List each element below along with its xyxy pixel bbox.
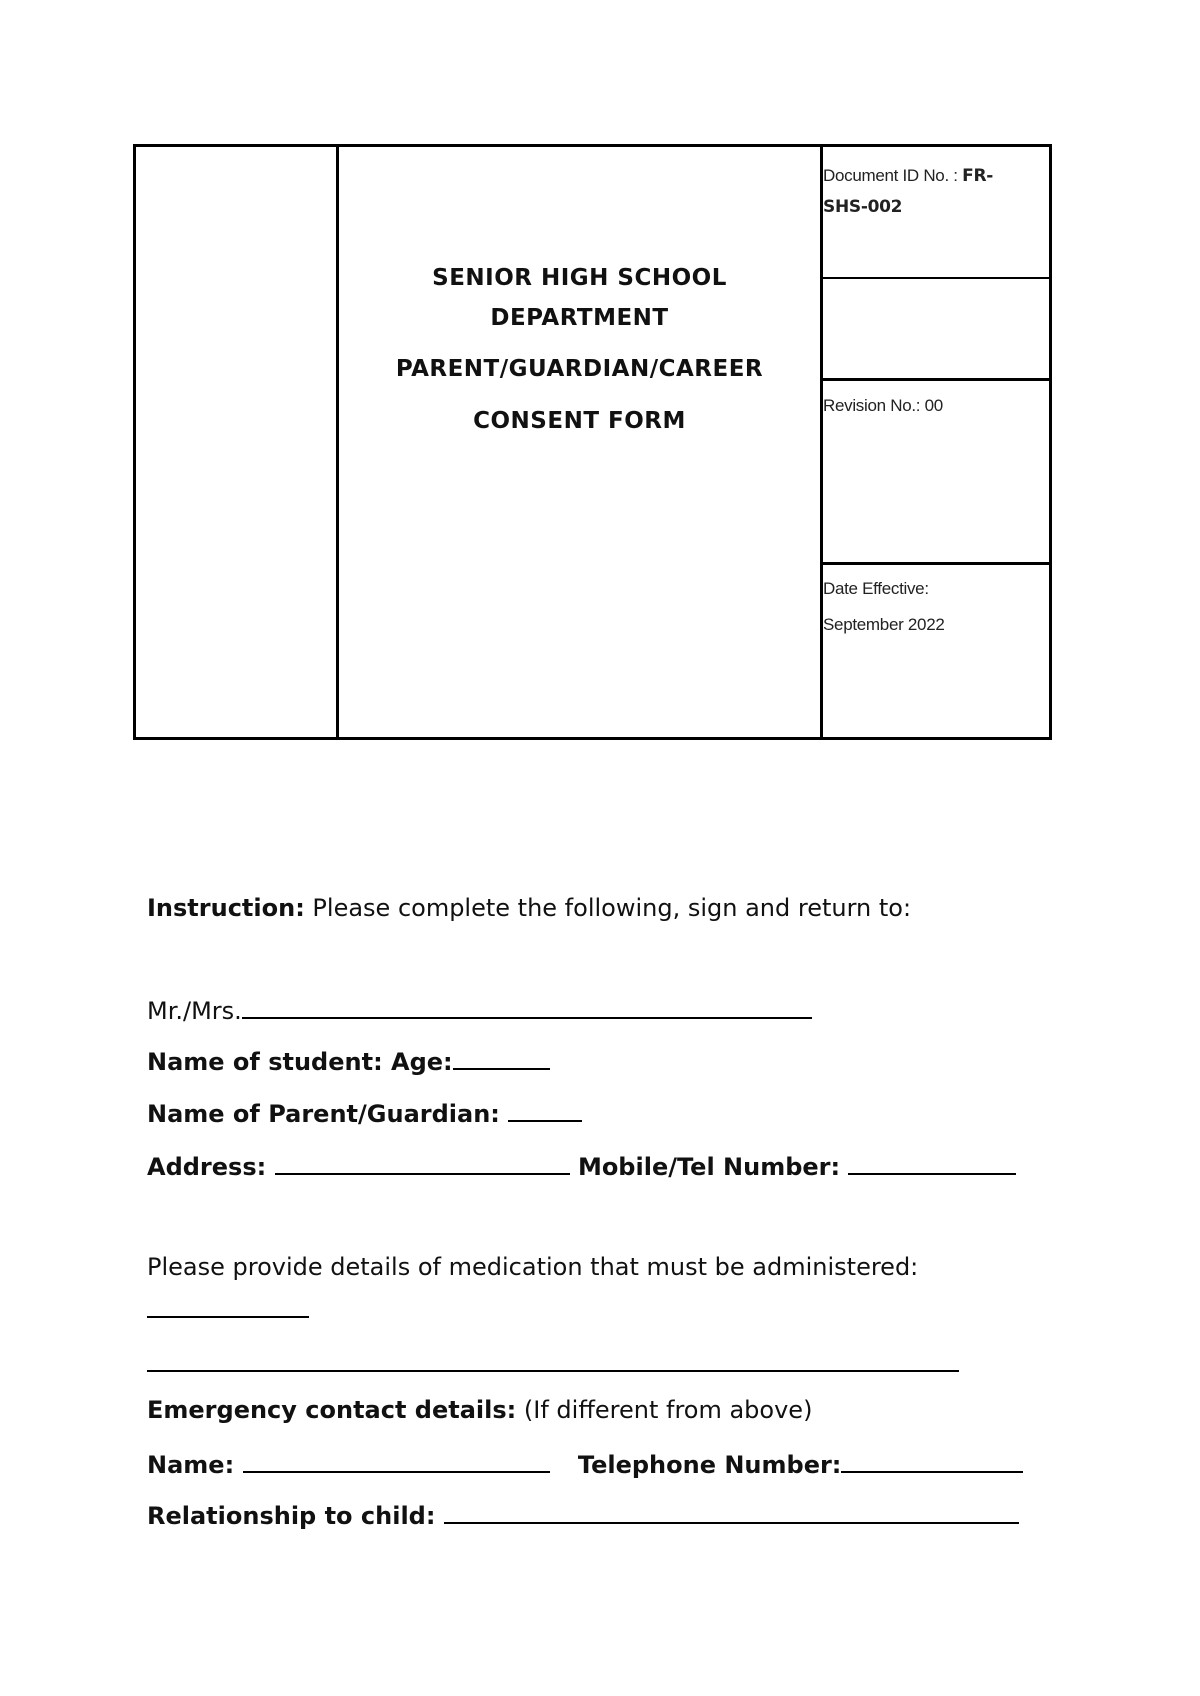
- document-header-box: [133, 144, 1052, 740]
- document-id-label: Document ID No. :: [823, 166, 963, 185]
- date-effective-cell: [823, 565, 1049, 740]
- title-line-4: CONSENT FORM: [473, 408, 686, 434]
- mr-mrs-blank[interactable]: [242, 995, 812, 1019]
- relationship-label: Relationship to child:: [147, 1502, 444, 1530]
- telephone-label: Telephone Number:: [577, 1451, 842, 1479]
- address-line: [147, 1151, 1016, 1181]
- document-id-line-2: [823, 191, 902, 223]
- telephone-blank[interactable]: [841, 1449, 1023, 1473]
- student-line: [147, 1046, 550, 1076]
- relationship-blank[interactable]: [444, 1500, 1019, 1524]
- revision-text: Revision No.: 00: [823, 396, 943, 415]
- title-line-1: SENIOR HIGH SCHOOL: [432, 265, 727, 291]
- emergency-line: [147, 1396, 812, 1424]
- document-id-value-part1: FR-: [962, 166, 994, 186]
- date-effective-value: September 2022: [823, 615, 945, 634]
- name-blank[interactable]: [243, 1449, 550, 1473]
- instruction-line: [147, 894, 911, 922]
- address-label: Address:: [147, 1153, 275, 1181]
- instruction-label: Instruction:: [147, 894, 305, 922]
- mobile-blank[interactable]: [848, 1151, 1016, 1175]
- revision-cell: [823, 381, 1049, 565]
- medication-blank-2[interactable]: [147, 1370, 959, 1372]
- address-blank[interactable]: [275, 1151, 570, 1175]
- instruction-text: Please complete the following, sign and return to:: [304, 894, 912, 922]
- parent-line: [147, 1098, 582, 1128]
- mr-mrs-label: Mr./Mrs.: [147, 997, 242, 1025]
- mr-mrs-line: [147, 995, 812, 1025]
- document-id-line-1: [823, 160, 993, 192]
- student-label: Name of student: Age:: [147, 1048, 453, 1076]
- medication-text: Please provide details of medication that must be administered:: [147, 1253, 919, 1281]
- age-blank[interactable]: [453, 1046, 550, 1070]
- name-label: Name:: [147, 1451, 243, 1479]
- parent-blank[interactable]: [508, 1098, 582, 1122]
- title-line-2: DEPARTMENT: [490, 305, 669, 331]
- relationship-line: [147, 1500, 1019, 1530]
- emergency-label: Emergency contact details:: [147, 1396, 517, 1424]
- date-effective-label: Date Effective:: [823, 579, 929, 598]
- document-info-column: [823, 147, 1049, 743]
- medication-line: [147, 1253, 918, 1281]
- title-cell: [339, 147, 823, 737]
- title-line-3: PARENT/GUARDIAN/CAREER: [395, 356, 764, 382]
- emergency-note: (If different from above): [516, 1396, 813, 1424]
- document-id-value-part2: SHS-002: [823, 197, 903, 217]
- parent-label: Name of Parent/Guardian:: [147, 1100, 509, 1128]
- emergency-name-line: [147, 1449, 1023, 1479]
- medication-blank-1[interactable]: [147, 1316, 309, 1318]
- empty-info-cell: [823, 279, 1049, 381]
- logo-cell: [136, 147, 339, 737]
- mobile-label: Mobile/Tel Number:: [577, 1153, 849, 1181]
- document-id-cell: [823, 147, 1049, 279]
